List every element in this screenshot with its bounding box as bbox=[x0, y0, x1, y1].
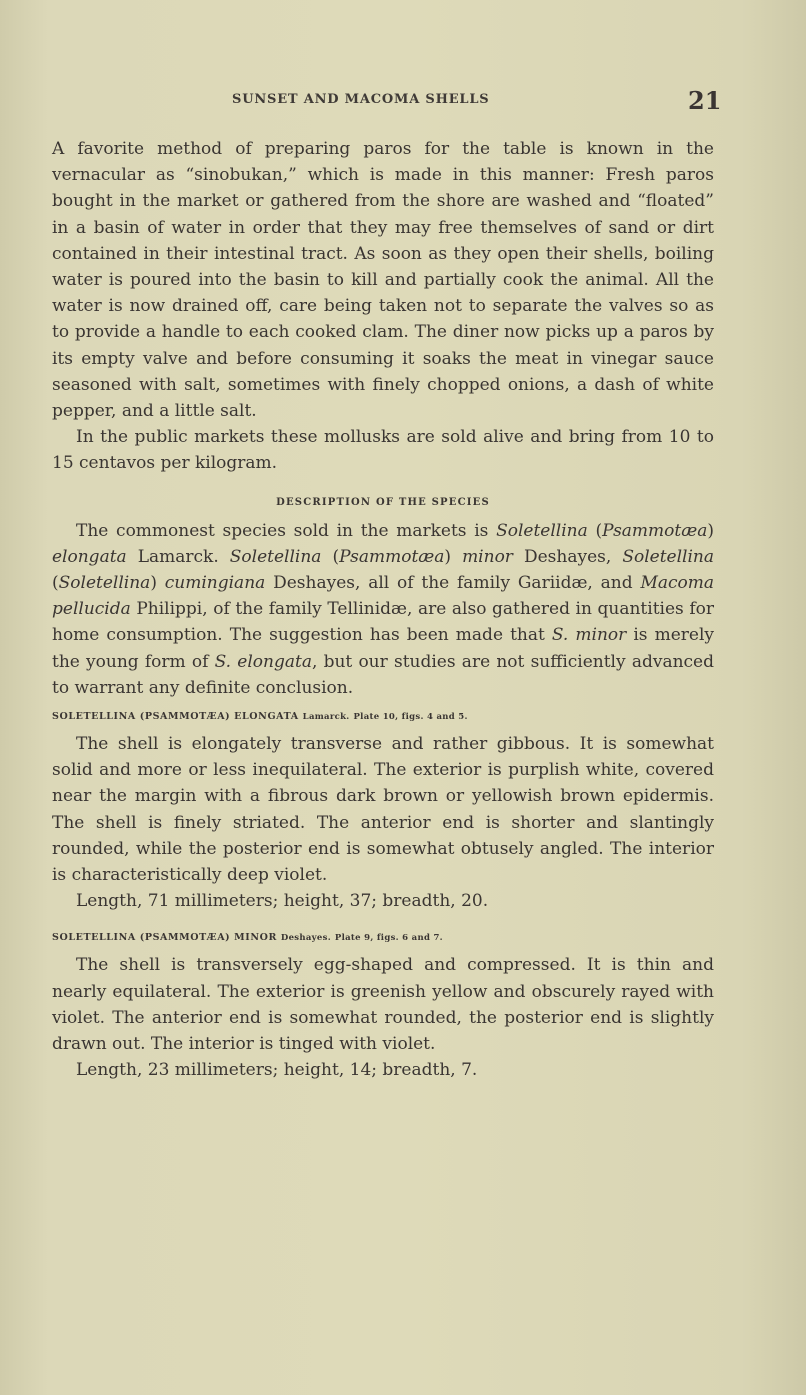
species-description-minor: The shell is transversely egg-shaped and compressed. It is thin and nearly equilateral. The exterior is greenish yellow and obscurely rayed with violet. The anterior end is somewhat rounded, the posterior end is slightly drawn out. The interior is tinged with violet. bbox=[52, 955, 714, 1055]
paragraph-species-overview: The commonest species sold in the markets is Soletellina (Psammotæa) elongata Lamarck. Soletellina (Psammotæa) minor Deshayes, Soletellina (Soletellina) cumingiana Deshayes, all of the family Gariidæ, and Macoma pellucida Philippi, of the family Tellinidæ, are also gathered in quantities for home consumption. The suggestion has been made that S. minor is merely the young form of S. elongata, but our studies are not sufficiently advanced to warrant any definite conclusion. bbox=[52, 520, 714, 698]
section-heading: DESCRIPTION OF THE SPECIES bbox=[276, 496, 490, 508]
paragraph-preparation: A favorite method of preparing paros for the table is known in the vernacular as “sinobukan,” which is made in this manner: Fresh paros bought in the market or gathered from the shore are washed and “floated” in a basin of water in order that they may free themselves of sand or dirt contained in their intestinal tract. As soon as they open their shells, boiling water is poured into the basin to kill and partially cook the animal. All the water is now drained off, care being taken not to separate the valves so as to provide a handle to each cooked clam. The diner now picks up a paros by its empty valve and before consuming it soaks the meat in vinegar sauce seasoned with salt, sometimes with finely chopped onions, a dash of white pepper, and a little salt. bbox=[52, 139, 714, 422]
page-number: 21 bbox=[688, 86, 722, 115]
species-description-elongata: The shell is elongately transverse and rather gibbous. It is somewhat solid and more or less inequilateral. The exterior is purplish white, covered near the margin with a fibrous dark brown or yellowish brown epidermis. The shell is finely striated. The anterior end is shorter and slantingly rounded, while the posterior end is somewhat obtusely angled. The interior is characteristically deep violet. bbox=[52, 734, 714, 886]
page-body bbox=[52, 136, 714, 1084]
species-heading-elongata: SOLETELLINA (PSAMMOTÆA) ELONGATA Lamarck. Plate 10, figs. 4 and 5. bbox=[52, 711, 468, 723]
species-heading-minor: SOLETELLINA (PSAMMOTÆA) MINOR Deshayes. Plate 9, figs. 6 and 7. bbox=[52, 932, 443, 944]
paragraph-market-price: In the public markets these mollusks are sold alive and bring from 10 to 15 centavos per kilogram. bbox=[52, 427, 714, 474]
species-measurements-minor: Length, 23 millimeters; height, 14; breadth, 7. bbox=[76, 1060, 478, 1081]
running-title: SUNSET AND MACOMA SHELLS bbox=[232, 92, 490, 107]
species-measurements-elongata: Length, 71 millimeters; height, 37; breadth, 20. bbox=[76, 891, 489, 912]
